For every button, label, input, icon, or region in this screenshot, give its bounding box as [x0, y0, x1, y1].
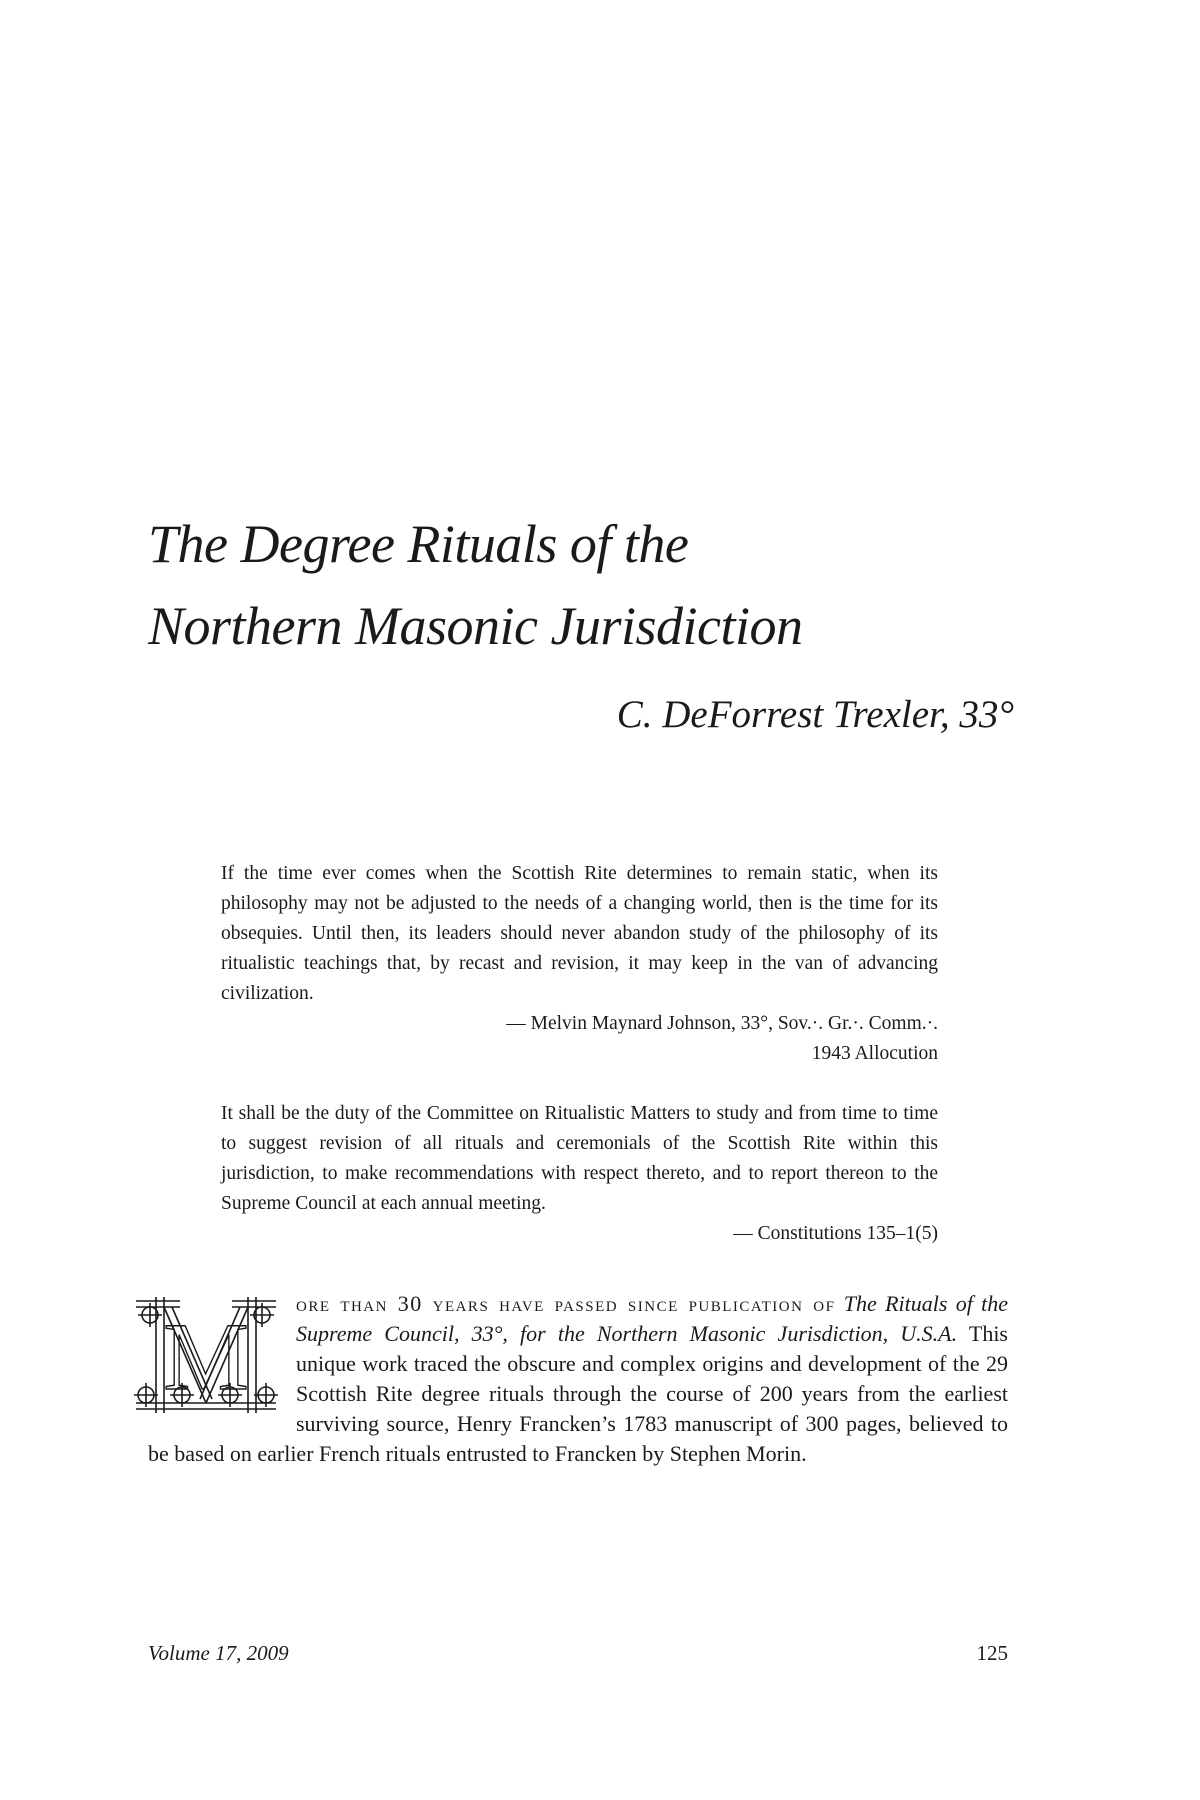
footer-volume: Volume 17, 2009: [148, 1641, 289, 1665]
article-title-line-1: The Degree Rituals of the: [148, 514, 689, 574]
svg-text:M: M: [163, 1303, 249, 1410]
epigraph-johnson: [221, 859, 938, 1069]
epigraph-attribution-source: 1943 Allocution: [811, 1043, 938, 1064]
cited-book-title: The Rituals of the Supreme Council, 33°, for the Northern Masonic Jurisdiction, U.S.A.: [296, 1291, 1009, 1346]
epigraph-text: If the time ever comes when the Scottish Rite determines to remain static, when its philosophy may not be adjusted to the needs of a changing world, then is the time for its obsequies. Until then, its leaders should never abandon study of the philosophy of its ritualistic teachings that, by recast and revision, it may keep in the van of advancing civilization.: [221, 863, 938, 1004]
epigraph-attribution: — Constitutions 135–1(5): [733, 1223, 938, 1244]
article-title-line-2: Northern Masonic Jurisdiction: [148, 596, 803, 656]
lead-in-small-caps: ore than 30 years have passed since publication of: [296, 1291, 836, 1316]
body-paragraph: [148, 1289, 1008, 1469]
epigraph-constitutions: [221, 1099, 938, 1249]
article-title: [148, 503, 1048, 667]
drop-cap-m-icon: [132, 1291, 280, 1419]
page-number: 125: [976, 1641, 1008, 1665]
epigraph-text: It shall be the duty of the Committee on Ritualistic Matters to study and from time to time to suggest revision of all rituals and ceremonials of the Scottish Rite within this jurisdiction, to make recommendations with respect thereto, and to report thereon to the Supreme Council at each annual meeting.: [221, 1103, 938, 1214]
body-paragraph-rest: This unique work traced the obscure and complex origins and development of the 29 Scottish Rite degree rituals through the course of 200 years from the earliest surviving source, Henry Francken’s 1783 manuscript of 300 pages, believed to be based on earlier French rituals entrusted to Francken by Stephen Morin.: [148, 1321, 1008, 1466]
article-author: C. DeForrest Trexler, 33°: [616, 693, 1014, 736]
epigraph-attribution: — Melvin Maynard Johnson, 33°, Sov.·. Gr.·. Comm.·.: [506, 1013, 938, 1034]
